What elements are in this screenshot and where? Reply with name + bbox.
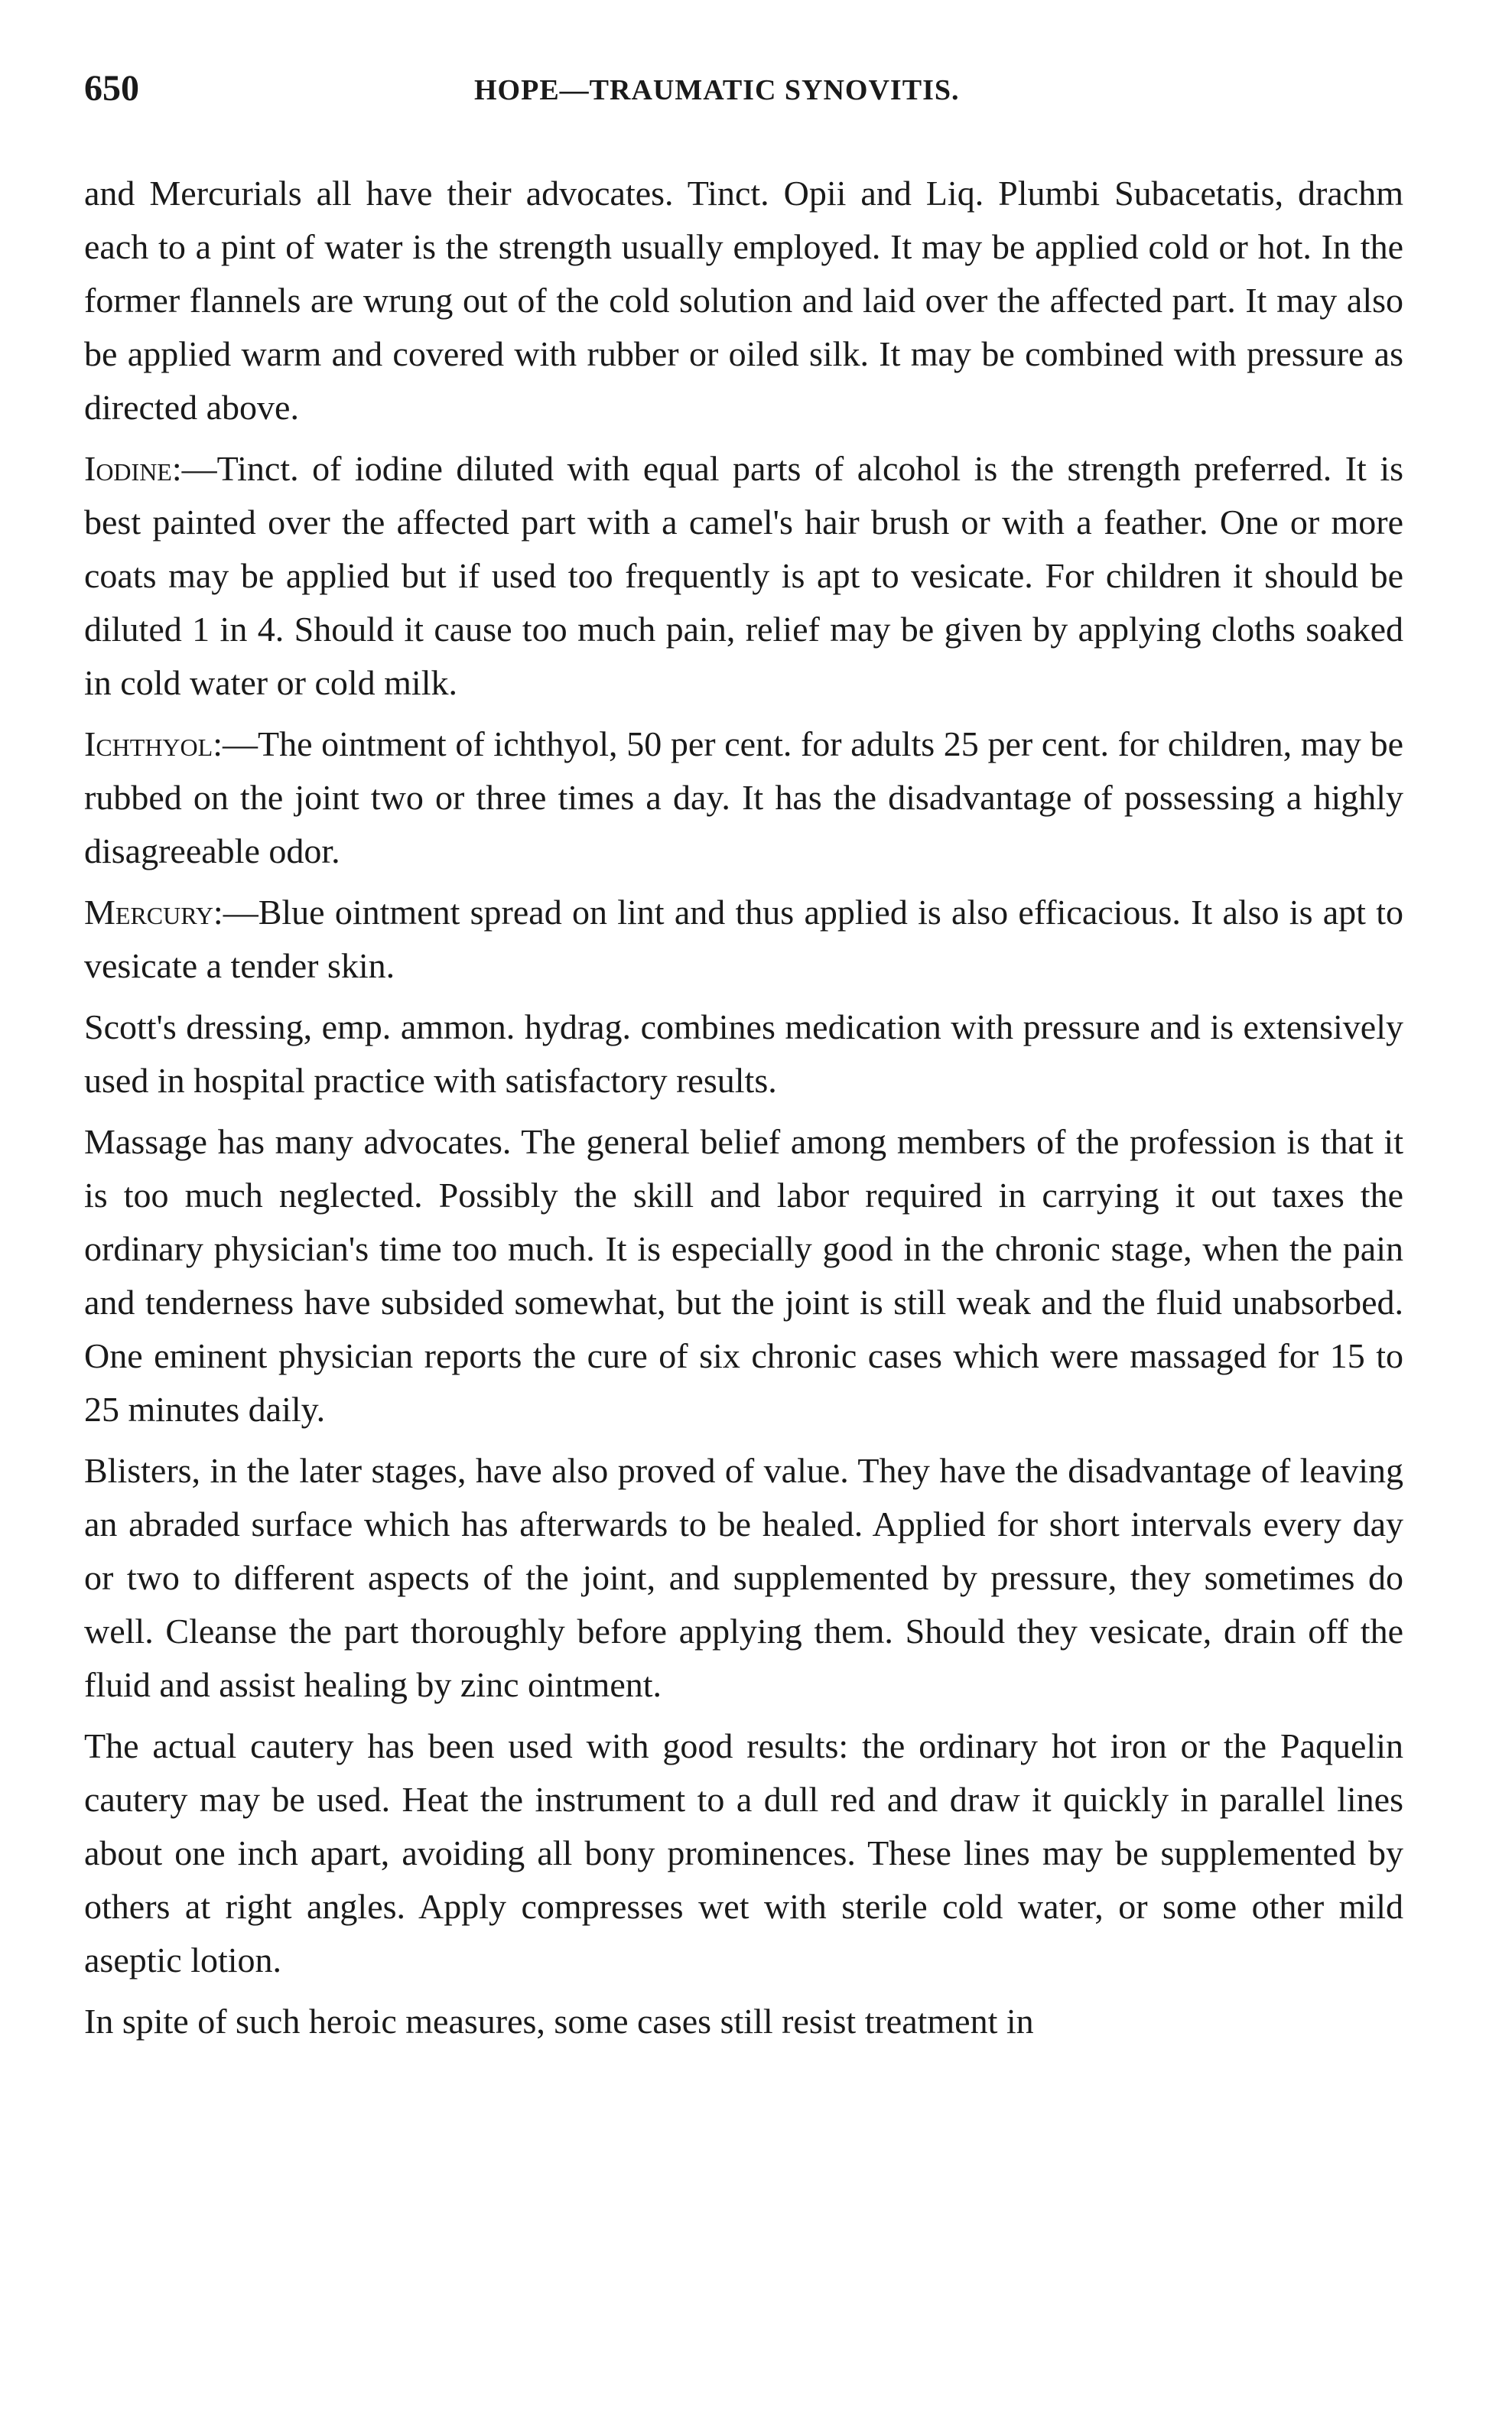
paragraph-massage	[84, 1115, 1403, 1436]
page-number: 650	[84, 68, 139, 109]
paragraph-text: Scott's dressing, emp. ammon. hydrag. combines medication with pressure and is extensively used in hospital practice with satisfactory results.	[84, 1007, 1403, 1100]
paragraph-text: Blisters, in the later stages, have also proved of value. They have the disadvantage of leaving an abraded surface which has afterwards to be healed. Applied for short intervals every day or two to different aspects of the joint, and supplemented by pressure, they sometimes do well. Cleanse the part thoroughly before applying them. Should they vesicate, drain off the fluid and assist healing by zinc ointment.	[84, 1451, 1403, 1704]
section-heading-mercury: Mercury:	[84, 893, 223, 932]
page-header	[84, 67, 1403, 113]
section-heading-iodine: Iodine:	[84, 449, 182, 488]
running-head: HOPE—TRAUMATIC SYNOVITIS.	[474, 74, 960, 106]
paragraph-cautery	[84, 1719, 1403, 1987]
document-page	[84, 67, 1403, 2056]
paragraph-text: —Tinct. of iodine diluted with equal parts of alcohol is the strength preferred. It is best painted over the affected part with a camel's hair brush or with a feather. One or more coats may be applied but if used too frequently is apt to vesicate. For children it should be diluted 1 in 4. Should it cause too much pain, relief may be given by applying cloths soaked in cold water or cold milk.	[84, 449, 1403, 702]
body-text	[84, 167, 1403, 2048]
paragraph-heroic-measures	[84, 1995, 1403, 2048]
paragraph-text: and Mercurials all have their advocates. Tinct. Opii and Liq. Plumbi Subacetatis, drachm each to a pint of water is the strength usually employed. It may be applied cold or hot. In the former flannels are wrung out of the cold solution and laid over the affected part. It may also be applied warm and covered with rubber or oiled silk. It may be combined with pressure as directed above.	[84, 174, 1403, 427]
paragraph-iodine	[84, 442, 1403, 710]
paragraph-mercurials	[84, 167, 1403, 434]
paragraph-text: Massage has many advocates. The general belief among members of the profession is that it is too much neglected. Possibly the skill and labor required in carrying it out taxes the ordinary physician's time too much. It is especially good in the chronic stage, when the pain and tenderness have subsided somewhat, but the joint is still weak and the fluid unabsorbed. One eminent physician reports the cure of six chronic cases which were massaged for 15 to 25 minutes daily.	[84, 1122, 1403, 1429]
paragraph-blisters	[84, 1444, 1403, 1712]
paragraph-ichthyol	[84, 717, 1403, 878]
section-heading-ichthyol: Ichthyol:	[84, 724, 223, 763]
paragraph-text: The actual cautery has been used with good results: the ordinary hot iron or the Paquelin cautery may be used. Heat the instrument to a dull red and draw it quickly in parallel lines about one inch apart, avoiding all bony prominences. These lines may be supplemented by others at right angles. Apply compresses wet with sterile cold water, or some other mild aseptic lotion.	[84, 1726, 1403, 1979]
paragraph-text: In spite of such heroic measures, some cases still resist treatment in	[84, 2002, 1034, 2041]
paragraph-text: —Blue ointment spread on lint and thus applied is also efficacious. It also is apt to vesicate a tender skin.	[84, 893, 1403, 985]
paragraph-text: —The ointment of ichthyol, 50 per cent. for adults 25 per cent. for children, may be rubbed on the joint two or three times a day. It has the disadvantage of possessing a highly disagreeable odor.	[84, 724, 1403, 870]
paragraph-mercury	[84, 886, 1403, 993]
paragraph-scotts-dressing	[84, 1000, 1403, 1108]
